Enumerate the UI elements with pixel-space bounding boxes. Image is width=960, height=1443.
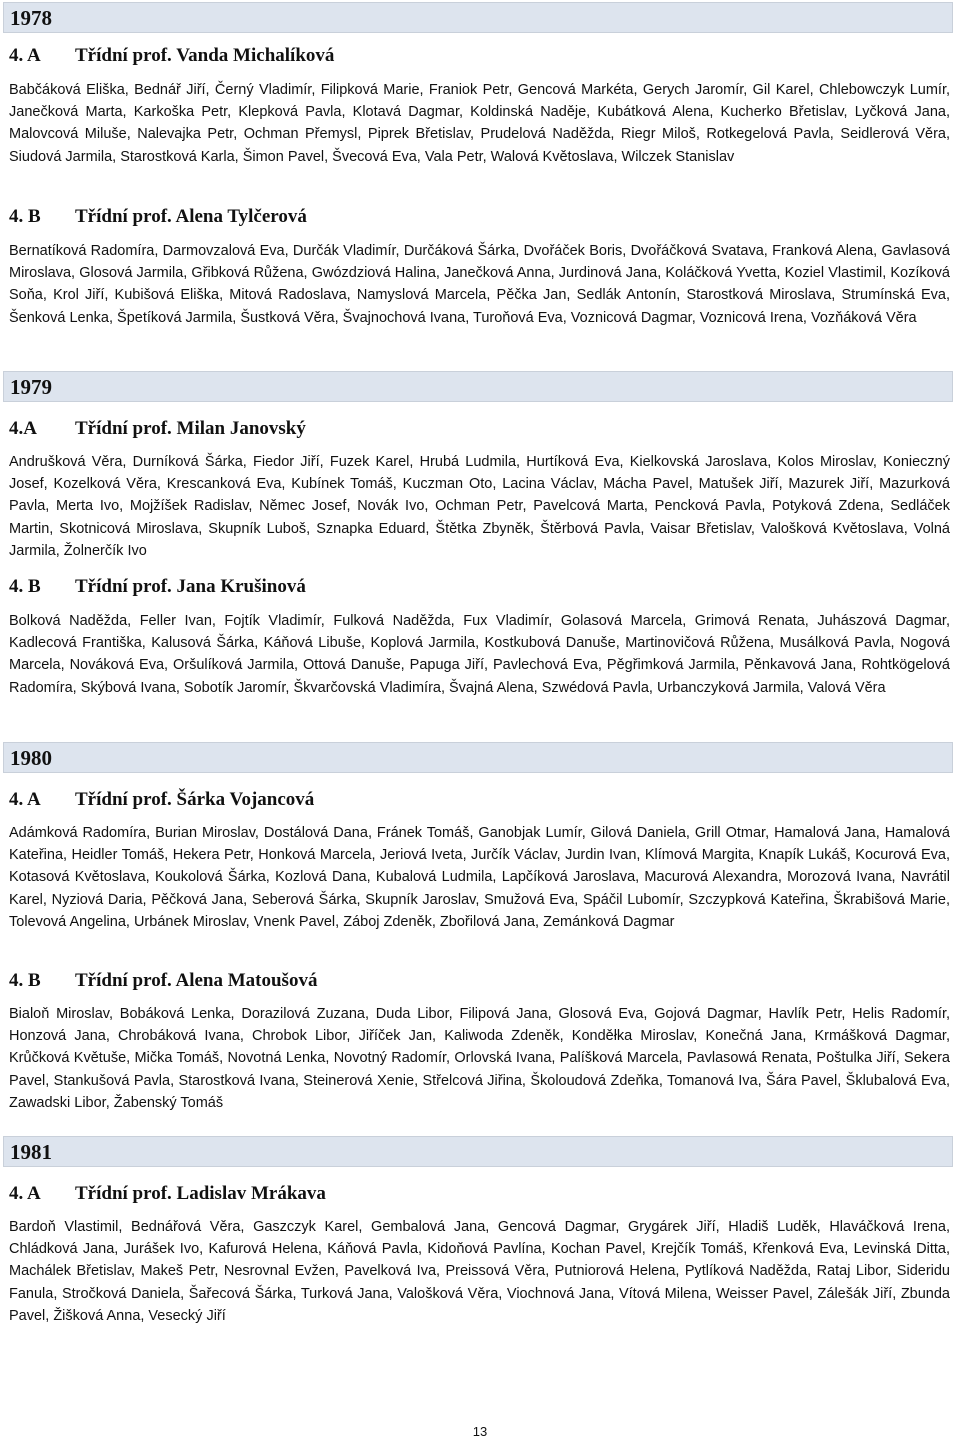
student-list-1979-a: Andrušková Věra, Durníková Šárka, Fiedor Jiří, Fuzek Karel, Hrubá Ludmila, Hurtíková Eva, Kielkovská Jaroslava, Kolos Miroslav, Konieczný Josef, Kozelková Věra, Krescanková Eva, Kubínek Tomáš, Kuczman Oto, Lacina Václav, Mácha Pavel, Matušek Jiří, Mazurek Jiří, Mazurková Pavla, Merta Ivo, Mojžíšek Radislav, Němec Josef, Novák Ivo, Ochman Petr, Pavelcová Marta, Pencková Pavla, Potyková Zdena, Sedláček Martin, Skotnicová Miroslava, Skupník Luboš, Sznapka Eduard, Štětka Zbyněk, Štěrbová Pavla, Vaisar Břetislav, Valošková Květoslava, Volná Jarmila, Žolnerčík Ivo (9, 454, 950, 559)
student-list-1981-a: Bardoň Vlastimil, Bednářová Věra, Gaszczyk Karel, Gembalová Jana, Gencová Dagmar, Grygárek Jiří, Hladiš Luděk, Hlaváčková Irena, Chládková Jana, Jurášek Ivo, Kafurová Helena, Káňová Pavla, Kidoňová Pavlína, Kochan Pavel, Krejčík Tomáš, Křenková Eva, Levinská Ditta, Machálek Břetislav, Makeš Petr, Nesrovnal Evžen, Pavelková Iva, Preissová Věra, Putniorová Helena, Pytlíková Naděžda, Rataj Libor, Sideridu Fanula, Stročková Daniela, Šařecová Šárka, Turková Jana, Valošková Věra, Viochnová Jana, Vítová Milena, Weisser Pavel, Zálešák Jiří, Zbunda Pavel, Žišková Anna, Vesecký Jiří (9, 1219, 950, 1324)
student-list-1980-a: Adámková Radomíra, Burian Miroslav, Dostálová Dana, Fránek Tomáš, Ganobjak Lumír, Gilová Daniela, Grill Otmar, Hamalová Jana, Hamalová Kateřina, Heidler Tomáš, Hekera Petr, Honková Marcela, Jeriová Iveta, Jurčík Václav, Jurdin Ivan, Klímová Margita, Knapík Lukáš, Kocurová Eva, Kotasová Květoslava, Koukolová Šárka, Kozlová Dana, Kubalová Ludmila, Lapčíková Jaroslava, Macurová Alexandra, Morozová Ivana, Navrátil Karel, Nyziová Daria, Pěčková Jana, Seberová Šárka, Skupník Jaroslav, Smužová Eva, Spáčil Lubomír, Szczypková Kateřina, Škrabišová Marie, Tolevová Angelina, Urbánek Miroslav, Vnenk Pavel, Záboj Zdeněk, Zbořilová Jana, Zemánková Dagmar (9, 825, 950, 930)
class-teacher: Třídní prof. Alena Matoušová (75, 970, 318, 991)
year-label: 1979 (10, 375, 52, 399)
year-header-1978 (3, 2, 953, 33)
year-label: 1981 (10, 1140, 52, 1164)
student-list-1979-b: Bolková Naděžda, Feller Ivan, Fojtík Vladimír, Fulková Naděžda, Fux Vladimír, Golasová Marcela, Grimová Renata, Juhászová Dagmar, Kadlecová Františka, Kalusová Šárka, Káňová Libuše, Koplová Jarmila, Kostkubová Danuše, Martinovičová Růžena, Musálková Pavla, Nogová Marcela, Nováková Eva, Oršulíková Jarmila, Ottová Danuše, Papuga Jiří, Pavlechová Eva, Pěgřimková Jarmila, Pěnkavová Jana, Rohtkögelová Radomíra, Skýbová Ivana, Sobotík Jaromír, Škvarčovská Vladimíra, Švajná Alena, Szwédová Pavla, Urbanczyková Jarmila, Valová Věra (9, 613, 950, 696)
year-header-1981 (3, 1136, 953, 1167)
class-heading-1979-a (9, 417, 949, 441)
student-list-1978-a: Babčáková Eliška, Bednář Jiří, Černý Vladimír, Filipková Marie, Franiok Petr, Gencová Markéta, Gerych Jaromír, Gil Karel, Chlebowczyk Lumír, Janečková Marta, Karkoška Petr, Klepková Pavla, Klotavá Dagmar, Koldinská Naděje, Kubátková Alena, Kucherko Břetislav, Lyčková Jana, Malovcová Miluše, Nalevajka Petr, Ochman Přemysl, Piprek Břetislav, Prudelová Naděžda, Riegr Miloš, Rotkegelová Pavla, Seidlerová Věra, Siudová Jarmila, Starostková Karla, Šimon Pavel, Švecová Eva, Vala Petr, Walová Květoslava, Wilczek Stanislav (9, 82, 950, 165)
year-label: 1980 (10, 746, 52, 770)
class-code: 4. A (9, 1183, 41, 1204)
class-teacher: Třídní prof. Jana Krušinová (75, 576, 306, 597)
class-heading-1980-b (9, 969, 949, 993)
class-heading-1980-a (9, 788, 949, 812)
class-code: 4. A (9, 45, 41, 66)
class-teacher: Třídní prof. Ladislav Mrákava (75, 1183, 326, 1204)
class-heading-1979-b (9, 575, 949, 599)
year-header-1979 (3, 371, 953, 402)
student-list-1978-b: Bernatíková Radomíra, Darmovzalová Eva, Durčák Vladimír, Durčáková Šárka, Dvořáček Boris, Dvořáčková Svatava, Franková Alena, Gavlasová Miroslava, Glosová Jarmila, Gřibková Růžena, Gwózdziová Halina, Janečková Anna, Jurdinová Jana, Koláčková Yvetta, Koziel Vlastimil, Kozíková Soňa, Krol Jiří, Kubišová Eliška, Mitová Radoslava, Namyslová Marcela, Pěčka Jan, Sedlák Antonín, Starostková Miroslava, Strumínská Eva, Šenková Lenka, Špetíková Jarmila, Šustková Věra, Švajnochová Ivana, Turoňová Eva, Voznicová Dagmar, Voznicová Irena, Vozňáková Věra (9, 243, 950, 326)
class-heading-1978-b (9, 205, 949, 229)
year-label: 1978 (10, 6, 52, 30)
class-teacher: Třídní prof. Vanda Michalíková (75, 45, 335, 66)
class-teacher: Třídní prof. Alena Tylčerová (75, 206, 307, 227)
class-code: 4. B (9, 576, 41, 597)
class-teacher: Třídní prof. Šárka Vojancová (75, 789, 315, 810)
class-heading-1981-a (9, 1182, 949, 1206)
student-list-1980-b: Bialoň Miroslav, Bobáková Lenka, Dorazilová Zuzana, Duda Libor, Filipová Jana, Glosová Eva, Gojová Dagmar, Havlík Petr, Helis Radomír, Honzová Jana, Chrobáková Ivana, Chrobok Libor, Jiříček Jan, Kaliwoda Zdeněk, Konděłka Miroslav, Konečná Jana, Krmášková Dagmar, Krůčková Květuše, Mička Tomáš, Novotná Lenka, Novotný Radomír, Orlovská Ivana, Palíšková Marcela, Pavlasowá Renata, Poštulka Jiří, Sekera Pavel, Stankušová Pavla, Starostková Ivana, Steinerová Xenie, Střelcová Jiřina, Školoudová Zdeňka, Tomanová Iva, Šára Pavel, Šklubalová Eva, Zawadski Libor, Žabenský Tomáš (9, 1006, 950, 1111)
class-code: 4. B (9, 206, 41, 227)
page-number: 13 (472, 1424, 488, 1439)
class-code: 4. A (9, 789, 41, 810)
class-heading-1978-a (9, 44, 949, 68)
year-header-1980 (3, 742, 953, 773)
class-code: 4. B (9, 970, 41, 991)
class-teacher: Třídní prof. Milan Janovský (75, 418, 306, 439)
class-code: 4.A (9, 418, 37, 439)
